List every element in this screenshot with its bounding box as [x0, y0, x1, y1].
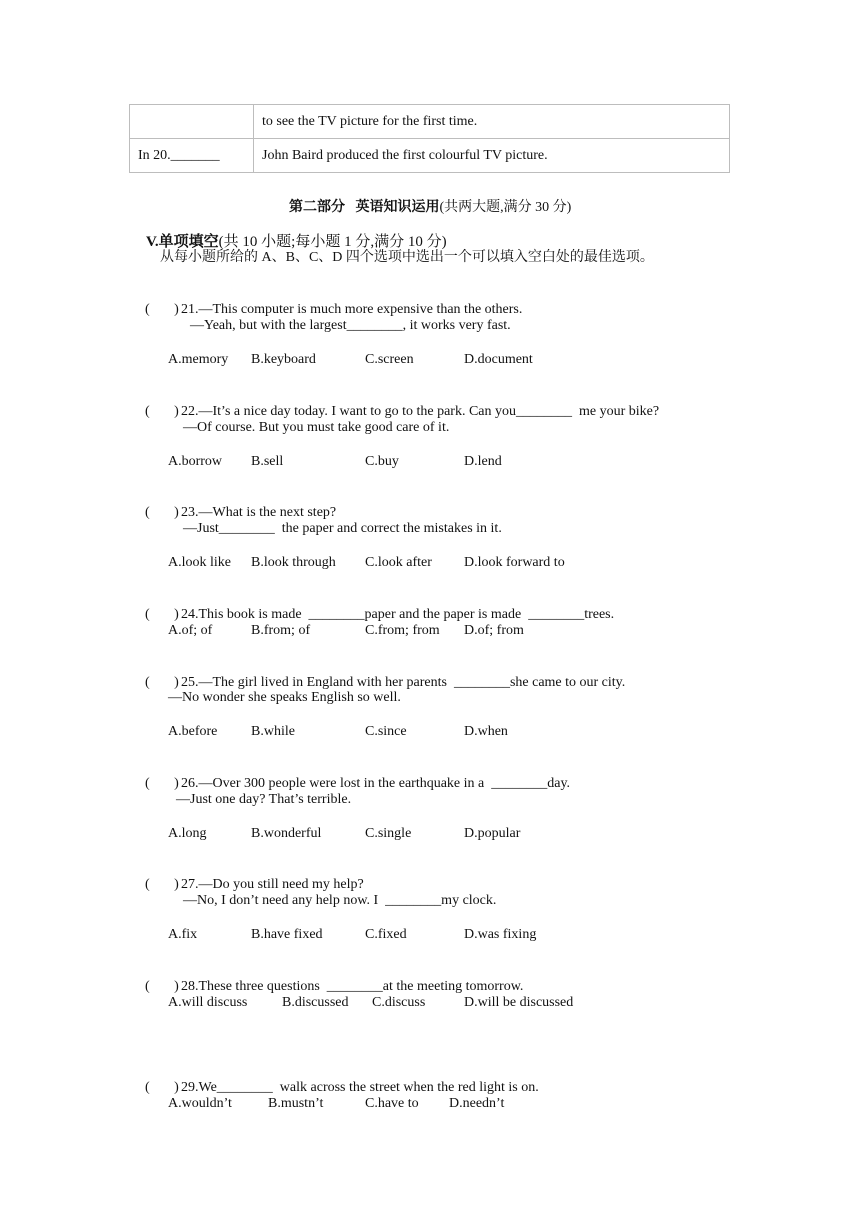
question-reply: —Just________ the paper and correct the mistakes in it.: [183, 521, 502, 536]
option-a: A.long: [168, 826, 207, 841]
option-d: D.lend: [464, 454, 502, 469]
part-title-main: 第二部分 英语知识运用: [289, 200, 440, 215]
answer-blank[interactable]: ( ): [145, 1080, 179, 1095]
option-c: C.single: [365, 826, 412, 841]
option-d: D.popular: [464, 826, 521, 841]
option-c: C.look after: [365, 555, 432, 570]
option-d: D.was fixing: [464, 927, 537, 942]
option-b: B.mustn’t: [268, 1096, 324, 1111]
option-a: A.borrow: [168, 454, 223, 469]
question-text: 26.—Over 300 people were lost in the earthquake in a ________day.: [181, 776, 571, 791]
option-b: B.discussed: [282, 995, 349, 1010]
answer-blank[interactable]: ( ): [145, 877, 179, 892]
section-instruction: 从每小题所给的 A、B、C、D 四个选项中选出一个可以填入空白处的最佳选项。: [160, 250, 654, 265]
timeline-table: [129, 104, 730, 173]
option-d: D.when: [464, 724, 508, 739]
answer-blank[interactable]: ( ): [145, 979, 179, 994]
option-c: C.screen: [365, 352, 414, 367]
option-a: A.of; of: [168, 623, 213, 638]
question-text: 22.—It’s a nice day today. I want to go to the park. Can you________ me your bike?: [181, 404, 660, 419]
question-text: 21.—This computer is much more expensive than the others.: [181, 302, 523, 317]
option-d: D.will be discussed: [464, 995, 574, 1010]
option-d: D.of; from: [464, 623, 524, 638]
option-c: C.have to: [365, 1096, 419, 1111]
option-a: A.fix: [168, 927, 198, 942]
option-b: B.keyboard: [251, 352, 316, 367]
question-text: 29.We________ walk across the street when the red light is on.: [181, 1080, 539, 1095]
answer-blank[interactable]: ( ): [145, 607, 179, 622]
option-a: A.will discuss: [168, 995, 248, 1010]
option-b: B.wonderful: [251, 826, 322, 841]
answer-blank[interactable]: ( ): [145, 776, 179, 791]
table-cell: [130, 105, 254, 139]
question-text: 27.—Do you still need my help?: [181, 877, 364, 892]
option-d: D.look forward to: [464, 555, 565, 570]
option-a: A.before: [168, 724, 218, 739]
option-c: C.buy: [365, 454, 399, 469]
option-d: D.document: [464, 352, 533, 367]
option-c: C.fixed: [365, 927, 407, 942]
table-row: [130, 105, 730, 139]
section-title-main: V.单项填空: [146, 234, 219, 250]
option-b: B.while: [251, 724, 295, 739]
question-text: 28.These three questions ________at the meeting tomorrow.: [181, 979, 524, 994]
answer-blank[interactable]: ( ): [145, 404, 179, 419]
table-cell: to see the TV picture for the first time.: [254, 105, 730, 139]
option-b: B.have fixed: [251, 927, 323, 942]
option-c: C.since: [365, 724, 407, 739]
option-a: A.look like: [168, 555, 231, 570]
question-reply: —No wonder she speaks English so well.: [168, 690, 401, 705]
table-row: [130, 139, 730, 173]
question-text: 23.—What is the next step?: [181, 505, 337, 520]
question-text: 25.—The girl lived in England with her parents ________she came to our city.: [181, 675, 626, 690]
section-title-note: (共 10 小题;每小题 1 分,满分 10 分): [218, 234, 447, 250]
option-b: B.from; of: [251, 623, 311, 638]
answer-blank[interactable]: ( ): [145, 302, 179, 317]
option-b: B.look through: [251, 555, 336, 570]
option-a: A.wouldn’t: [168, 1096, 232, 1111]
option-a: A.memory: [168, 352, 229, 367]
option-c: C.discuss: [372, 995, 426, 1010]
question-text: 24.This book is made ________paper and the paper is made ________trees.: [181, 607, 615, 622]
option-c: C.from; from: [365, 623, 440, 638]
question-reply: —Yeah, but with the largest________, it works very fast.: [190, 318, 511, 333]
question-reply: —No, I don’t need any help now. I ________my clock.: [183, 893, 497, 908]
question-reply: —Of course. But you must take good care of it.: [183, 420, 450, 435]
option-d: D.needn’t: [449, 1096, 505, 1111]
table-cell: John Baird produced the first colourful TV picture.: [254, 139, 730, 173]
option-b: B.sell: [251, 454, 284, 469]
table-cell: In 20._______: [130, 139, 254, 173]
answer-blank[interactable]: ( ): [145, 505, 179, 520]
question-reply: —Just one day? That’s terrible.: [176, 792, 352, 807]
part-title-note: (共两大题,满分 30 分): [439, 200, 572, 215]
answer-blank[interactable]: ( ): [145, 675, 179, 690]
